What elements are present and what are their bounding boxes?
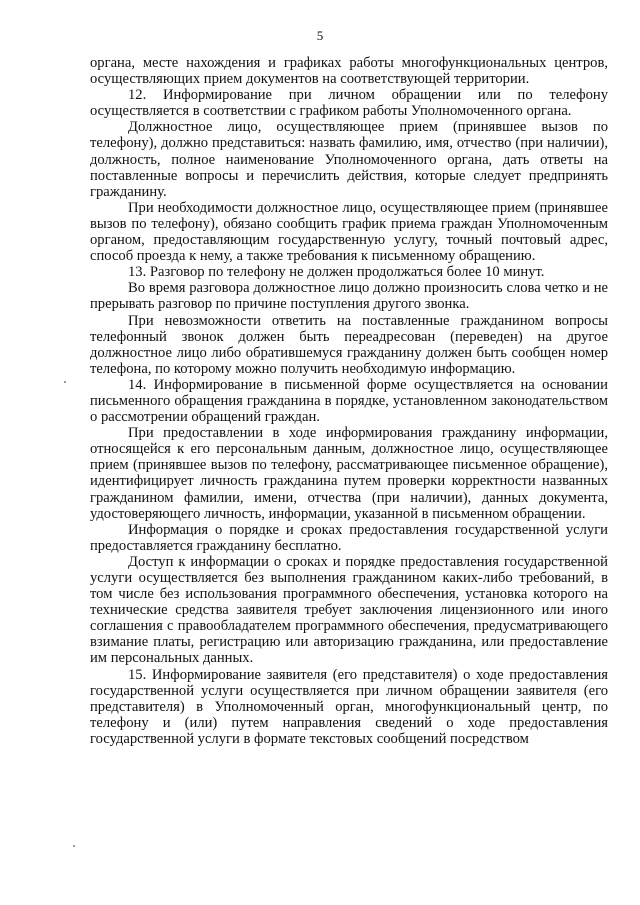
paragraph-item-13: 13. Разговор по телефону не должен продолжаться более 10 минут. <box>128 264 545 281</box>
paragraph-free-information: Информация о порядке и сроках предоставления государственной услуги предоставляется гражданину бесплатно. <box>90 521 608 554</box>
scan-speck <box>64 381 66 383</box>
page-number: 5 <box>316 28 324 43</box>
paragraph-official-introduction: Должностное лицо, осуществляющее прием (принявшее вызов по телефону), должно представиться: назвать фамилию, имя, отчество (при наличии), должность, полное наименование Уполномоченного органа, дать ответы на поставленные вопросы и перечислить действия, которые следует предпринять гражданину. <box>90 119 608 200</box>
paragraph-conversation-rules: Во время разговора должностное лицо должно произносить слова четко и не прерывать разговор по причине поступления другого звонка. <box>90 280 608 313</box>
paragraph-item-14: 14. Информирование в письменной форме осуществляется на основании письменного обращения гражданина в порядке, установленном законодательством о рассмотрении обращений граждан. <box>90 376 608 426</box>
paragraph-item-12: 12. Информирование при личном обращении или по телефону осуществляется в соответствии с графиком работы Уполномоченного органа. <box>90 87 608 120</box>
paragraph-continuation: органа, месте нахождения и графиках работы многофункциональных центров, осуществляющих прием документов на соответствующей территории. <box>90 55 608 88</box>
paragraph-personal-data: При предоставлении в ходе информирования гражданину информации, относящейся к его персональным данным, должностное лицо, осуществляющее прием (принявшее вызов по телефону, рассматривающее письменное обращение), идентифицирует личность гражданина путем проверки корректности названных гражданином фамилии, имени, отчества (при наличии), данных документа, удостоверяющего личность, информации, указанной в письменном обращении. <box>90 425 608 522</box>
scan-speck <box>73 845 75 847</box>
paragraph-access-to-information: Доступ к информации о сроках и порядке предоставления государственной услуги осуществляется без выполнения гражданином каких-либо требований, в том числе без использования программного обеспечения, установка которого на технические средства заявителя требует заключения лицензионного или иного соглашения с правообладателем программного обеспечения, предусматривающего взимание платы, регистрацию или авторизацию гражданина, или предоставление им персональных данных. <box>90 553 608 667</box>
paragraph-reception-schedule: При необходимости должностное лицо, осуществляющее прием (принявшее вызов по телефону), обязано сообщить график приема граждан Уполномоченным органом, предоставляющим государственную услугу, точный почтовый адрес, способ проезда к нему, а также требования к письменному обращению. <box>90 199 608 265</box>
paragraph-call-redirect: При невозможности ответить на поставленные гражданином вопросы телефонный звонок должен быть переадресован (переведен) на другое должностное лицо либо обратившемуся гражданину должен быть сообщен номер телефона, по которому можно получить необходимую информацию. <box>90 312 608 377</box>
paragraph-item-15: 15. Информирование заявителя (его представителя) о ходе предоставления государственной услуги осуществляется при личном обращении заявителя (его представителя) в Уполномоченный орган, многофункциональный центр, по телефону и (или) путем направления сведений о ходе предоставления государственной услуги в формате текстовых сообщений посредством <box>90 666 608 747</box>
document-body <box>90 55 608 747</box>
